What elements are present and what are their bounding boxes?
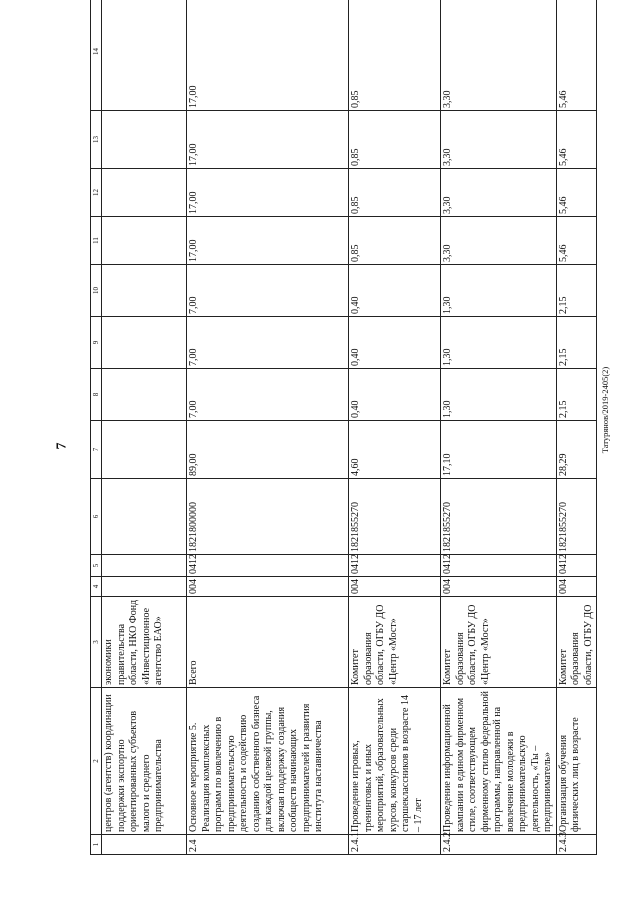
column-number: 7 xyxy=(91,421,102,479)
value-col-13: 3,30 xyxy=(441,111,557,169)
activity-name: Организация обучения физических лиц в возрасте xyxy=(556,688,597,835)
value-col-14: 17,00 xyxy=(187,0,349,111)
value-total: 17,10 xyxy=(441,421,557,479)
executor: Комитет образования области, ОГБУ ДО «Центр «Мост» xyxy=(349,597,441,688)
row-number: 2.4 xyxy=(187,835,349,855)
executor: Комитет образования области, ОГБУ ДО xyxy=(556,597,597,688)
column-number: 8 xyxy=(91,369,102,421)
column-number: 4 xyxy=(91,577,102,597)
activity-name: Основное мероприятие 5. Реализация комплексных программ по вовлечению в предпринимательскую деятельность и содействию созданию собственного бизнеса для каждой целевой группы, включая поддержку создания сообществ начинающих предпринимателей и развития института наставничества xyxy=(187,688,349,835)
csr-code: 1821855270 xyxy=(349,479,441,555)
activity-name: центров (агентств) координации поддержки экспортно ориентированных субъектов малого и среднего предпринимательства xyxy=(102,688,187,835)
rzpr-code: 0412 xyxy=(187,555,349,577)
csr-code xyxy=(102,479,187,555)
column-number: 14 xyxy=(91,0,102,111)
row-number: 2.4.3 xyxy=(556,835,597,855)
csr-code: 1821855270 xyxy=(556,479,597,555)
value-col-10 xyxy=(102,265,187,317)
value-col-10: 2,15 xyxy=(556,265,597,317)
value-col-9: 2,15 xyxy=(556,317,597,369)
rzpr-code: 0412 xyxy=(349,555,441,577)
value-col-9 xyxy=(102,317,187,369)
value-col-14: 5,46 xyxy=(556,0,597,111)
value-col-13: 0,85 xyxy=(349,111,441,169)
value-total xyxy=(102,421,187,479)
executor: Всего xyxy=(187,597,349,688)
column-number: 1 xyxy=(91,835,102,855)
value-col-11: 3,30 xyxy=(441,217,557,265)
value-total: 28,29 xyxy=(556,421,597,479)
table-row xyxy=(349,0,441,855)
row-number: 2.4.2 xyxy=(441,835,557,855)
column-number: 6 xyxy=(91,479,102,555)
value-col-12 xyxy=(102,169,187,217)
page-number: 7 xyxy=(54,442,69,450)
value-col-8: 2,15 xyxy=(556,369,597,421)
grbs-code: 004 xyxy=(187,577,349,597)
value-col-11 xyxy=(102,217,187,265)
column-number: 10 xyxy=(91,265,102,317)
value-col-13: 17,00 xyxy=(187,111,349,169)
activity-name: Проведение игровых, тренинговых и иных мероприятий, образовательных курсов, конкурсов среди старшеклассников в возрасте 14 – 17 лет xyxy=(349,688,441,835)
table-row xyxy=(441,0,557,855)
value-col-14: 3,30 xyxy=(441,0,557,111)
value-col-13 xyxy=(102,111,187,169)
row-number xyxy=(102,835,187,855)
column-number: 3 xyxy=(91,597,102,688)
activity-name: Проведение информационной кампании в едином фирменном стиле, соответствующем фирменному стилю федеральной программы, направленной на вовлечение молодежи в предпринимательскую деятельность, «Ты – предприниматель» xyxy=(441,688,557,835)
value-col-9: 7,00 xyxy=(187,317,349,369)
value-col-9: 0,40 xyxy=(349,317,441,369)
executor: экономики правительства области, НКО Фонд «Инвестиционное агентство ЕАО» xyxy=(102,597,187,688)
column-number: 2 xyxy=(91,688,102,835)
column-number-row xyxy=(91,0,102,855)
column-number: 9 xyxy=(91,317,102,369)
value-col-12: 5,46 xyxy=(556,169,597,217)
value-col-10: 1,30 xyxy=(441,265,557,317)
value-col-8 xyxy=(102,369,187,421)
value-col-8: 7,00 xyxy=(187,369,349,421)
value-col-10: 7,00 xyxy=(187,265,349,317)
column-number: 11 xyxy=(91,217,102,265)
grbs-code: 004 xyxy=(349,577,441,597)
value-col-14 xyxy=(102,0,187,111)
value-col-12: 17,00 xyxy=(187,169,349,217)
column-number: 12 xyxy=(91,169,102,217)
column-number: 13 xyxy=(91,111,102,169)
rzpr-code xyxy=(102,555,187,577)
table-row xyxy=(102,0,187,855)
budget-table xyxy=(90,0,597,855)
table-row xyxy=(187,0,349,855)
value-col-9: 1,30 xyxy=(441,317,557,369)
value-col-11: 0,85 xyxy=(349,217,441,265)
value-col-12: 3,30 xyxy=(441,169,557,217)
row-number: 2.4.1 xyxy=(349,835,441,855)
value-col-14: 0,85 xyxy=(349,0,441,111)
grbs-code: 004 xyxy=(441,577,557,597)
document-footer: Татурянов/2019-2405(2) xyxy=(600,366,610,454)
column-number: 5 xyxy=(91,555,102,577)
rotated-table-container xyxy=(90,35,594,855)
value-total: 89,00 xyxy=(187,421,349,479)
grbs-code xyxy=(102,577,187,597)
value-col-8: 0,40 xyxy=(349,369,441,421)
value-col-11: 17,00 xyxy=(187,217,349,265)
rzpr-code: 0412 xyxy=(556,555,597,577)
value-col-11: 5,46 xyxy=(556,217,597,265)
rzpr-code: 0412 xyxy=(441,555,557,577)
csr-code: 1821800000 xyxy=(187,479,349,555)
csr-code: 1821855270 xyxy=(441,479,557,555)
executor: Комитет образования области, ОГБУ ДО «Центр «Мост» xyxy=(441,597,557,688)
grbs-code: 004 xyxy=(556,577,597,597)
value-col-12: 0,85 xyxy=(349,169,441,217)
table-row xyxy=(556,0,597,855)
value-col-13: 5,46 xyxy=(556,111,597,169)
value-col-10: 0,40 xyxy=(349,265,441,317)
value-col-8: 1,30 xyxy=(441,369,557,421)
value-total: 4,60 xyxy=(349,421,441,479)
